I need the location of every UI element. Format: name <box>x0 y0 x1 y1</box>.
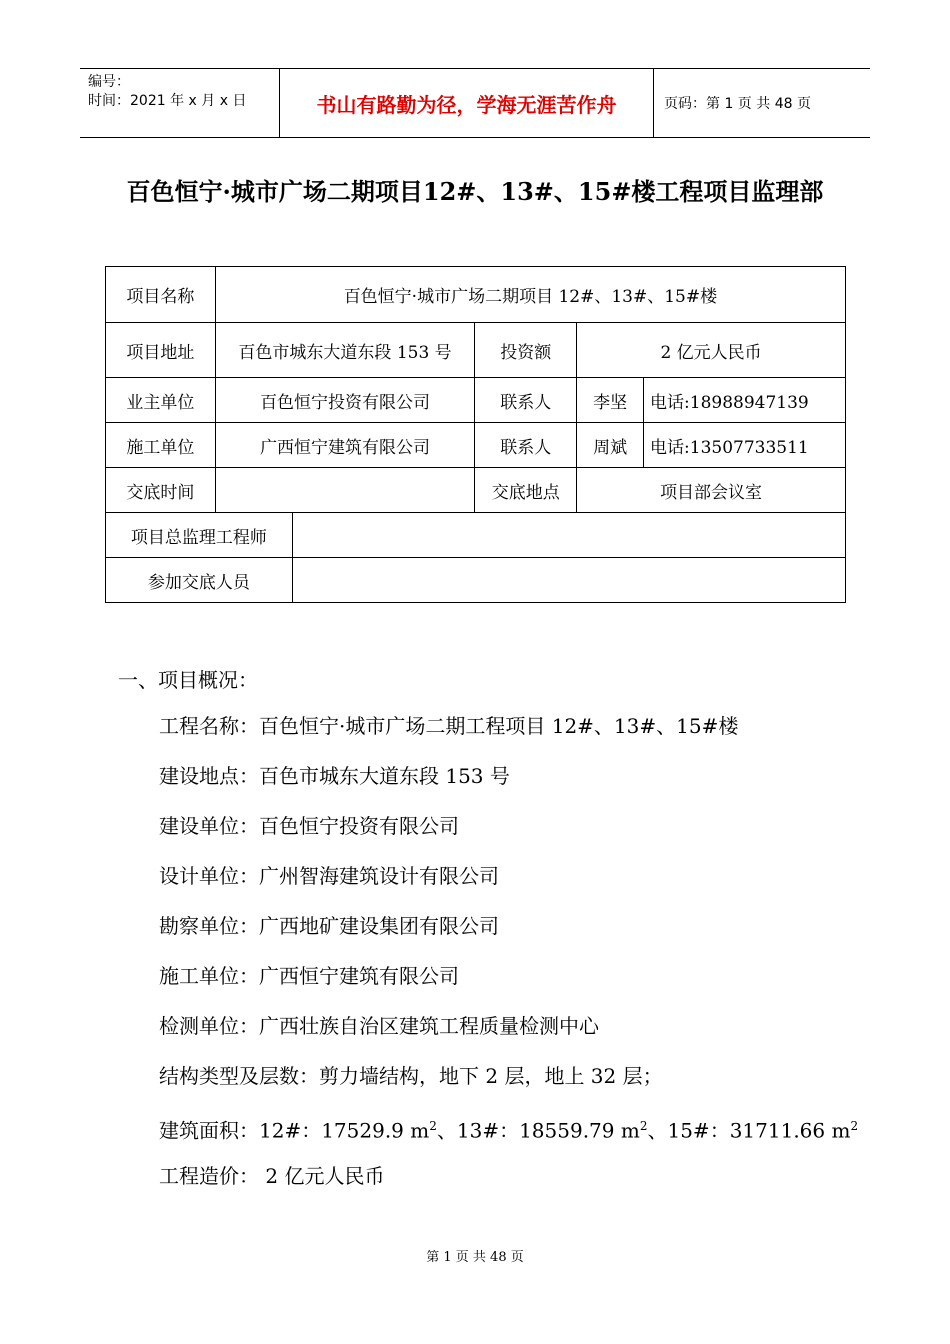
builder-contact-value: 周斌 <box>577 423 644 468</box>
superscript: 2 <box>850 1119 859 1133</box>
owner-contact-label: 联系人 <box>475 378 577 423</box>
investment-label: 投资额 <box>475 323 577 378</box>
area-prefix: 建筑面积：12#：17529.9 m <box>159 1118 430 1143</box>
project-overview-list <box>159 705 858 1205</box>
table-row <box>106 468 846 513</box>
handover-time-label: 交底时间 <box>106 468 216 513</box>
page-header <box>80 68 870 138</box>
list-item: 建设单位：百色恒宁投资有限公司 <box>159 814 459 838</box>
handover-place-label: 交底地点 <box>475 468 577 513</box>
owner-label: 业主单位 <box>106 378 216 423</box>
number-label: 编号： <box>88 74 130 90</box>
superscript: 2 <box>429 1119 437 1133</box>
list-item: 工程名称：百色恒宁·城市广场二期工程项目 12#、13#、15#楼 <box>159 714 739 738</box>
chief-engineer-value <box>292 513 845 558</box>
investment-value: 2 亿元人民币 <box>577 323 846 378</box>
header-meta <box>80 69 280 137</box>
owner-value: 百色恒宁投资有限公司 <box>215 378 475 423</box>
time-label: 时间：2021 年 x 月 x 日 <box>88 93 247 109</box>
owner-phone: 电话:18988947139 <box>644 378 846 423</box>
project-info-table <box>105 266 846 603</box>
table-row <box>106 267 846 323</box>
address-label: 项目地址 <box>106 323 216 378</box>
list-item: 工程造价： 2 亿元人民币 <box>159 1164 385 1188</box>
handover-time-value <box>215 468 475 513</box>
builder-phone: 电话:13507733511 <box>644 423 846 468</box>
area-mid1: 、13#：18559.79 m <box>436 1118 640 1143</box>
handover-place-value: 项目部会议室 <box>577 468 846 513</box>
address-value: 百色市城东大道东段 153 号 <box>215 323 475 378</box>
area-mid2: 、15#：31711.66 m <box>647 1118 851 1143</box>
superscript: 2 <box>639 1119 648 1133</box>
builder-value: 广西恒宁建筑有限公司 <box>215 423 475 468</box>
table-row <box>106 323 846 378</box>
document-title: 百色恒宁·城市广场二期项目12#、13#、15#楼工程项目监理部 <box>126 177 824 206</box>
attendees-value <box>292 558 845 603</box>
page-info: 页码：第 1 页 共 48 页 <box>664 96 811 112</box>
list-item: 设计单位：广州智海建筑设计有限公司 <box>159 864 499 888</box>
builder-label: 施工单位 <box>106 423 216 468</box>
list-item: 检测单位：广西壮族自治区建筑工程质量检测中心 <box>159 1014 599 1038</box>
section-heading: 一、项目概况： <box>118 668 258 692</box>
list-item: 施工单位：广西恒宁建筑有限公司 <box>159 964 459 988</box>
page-footer: 第 1 页 共 48 页 <box>426 1250 524 1265</box>
table-row <box>106 423 846 468</box>
list-item: 勘察单位：广西地矿建设集团有限公司 <box>159 914 499 938</box>
table-row <box>106 558 846 603</box>
project-name-label: 项目名称 <box>106 267 216 323</box>
table-row <box>106 378 846 423</box>
list-item: 建设地点：百色市城东大道东段 153 号 <box>159 764 510 788</box>
list-item-area <box>159 1105 858 1155</box>
builder-contact-label: 联系人 <box>475 423 577 468</box>
chief-engineer-label: 项目总监理工程师 <box>106 513 293 558</box>
table-row <box>106 513 846 558</box>
owner-contact-value: 李坚 <box>577 378 644 423</box>
list-item: 结构类型及层数：剪力墙结构，地下 2 层，地上 32 层； <box>159 1064 663 1088</box>
attendees-label: 参加交底人员 <box>106 558 293 603</box>
motto: 书山有路勤为径，学海无涯苦作舟 <box>280 69 654 137</box>
project-name-value: 百色恒宁·城市广场二期项目 12#、13#、15#楼 <box>215 267 845 323</box>
